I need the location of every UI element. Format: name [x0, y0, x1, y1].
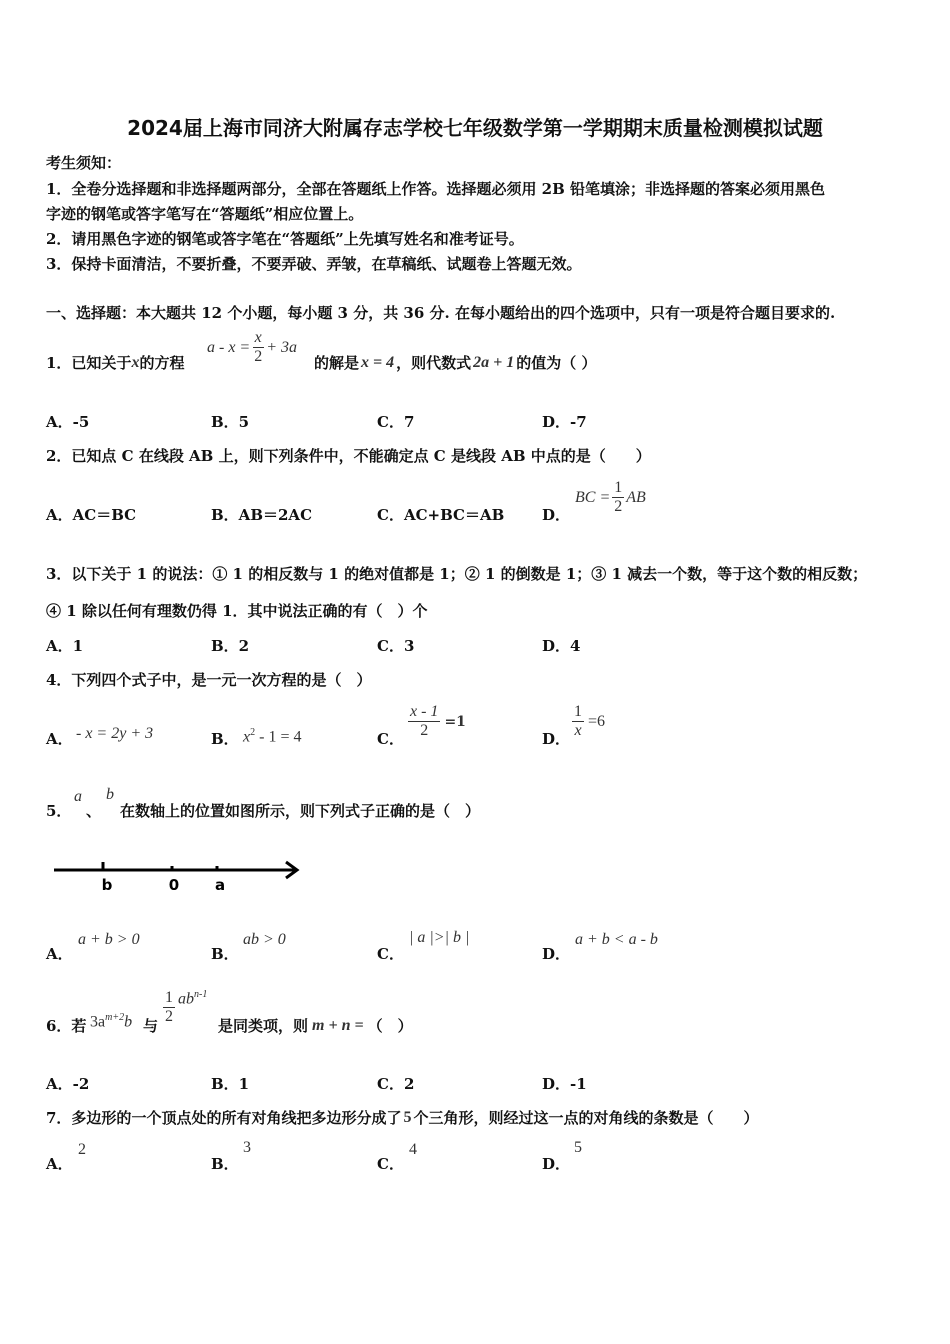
q7-c-value: 4 [409, 1141, 417, 1158]
q1-pre: 1．已知关于 [46, 354, 132, 372]
q4-c-rest: =1 [444, 713, 466, 730]
q1-option-d[interactable]: D．-7 [542, 413, 587, 431]
q1-expr: 2a + 1 [473, 353, 515, 371]
q4-c-den: 2 [420, 722, 429, 739]
q6-t2-den: 2 [165, 1008, 173, 1025]
q7-option-b[interactable]: B． [211, 1155, 239, 1173]
q2-option-c[interactable]: C．AC+BC＝AB [377, 506, 505, 524]
q1-eq-left: a - x = [207, 338, 251, 356]
q7-option-d[interactable]: D． [542, 1155, 571, 1173]
q5-a-expr: a + b > 0 [78, 931, 140, 948]
q3-option-c[interactable]: C．3 [377, 637, 415, 655]
question-3-line-1: 3．以下关于 1 的说法：① 1 的相反数与 1 的绝对值都是 1；② 1 的倒数是 1；③ 1 减去一个数，等于这个数的相反数； [46, 565, 868, 583]
q1-var: x [131, 353, 140, 371]
q3-option-b[interactable]: B．2 [211, 637, 250, 655]
q4-c-expr [408, 704, 466, 739]
q5-number: 5． [46, 802, 72, 820]
question-7 [46, 1107, 758, 1128]
q1-eq-den: 2 [254, 348, 263, 365]
q4-option-a[interactable]: A． [46, 730, 73, 748]
q6-expr: m + n = [312, 1016, 364, 1034]
q5-option-a[interactable]: A． [46, 945, 73, 963]
question-4: 4．下列四个式子中，是一元一次方程的是（ ） [46, 671, 372, 689]
q6-t1-end: b [124, 1013, 133, 1031]
q4-d-den: x [574, 722, 582, 739]
q7-option-c[interactable]: C． [377, 1155, 404, 1173]
label-b: b [101, 876, 113, 894]
q1-equation [207, 330, 297, 365]
q2-d-left: BC = [575, 488, 611, 506]
q4-d-num: 1 [574, 703, 582, 720]
q4-option-b[interactable]: B． [211, 730, 239, 748]
q4-c-num: x - 1 [410, 703, 439, 720]
q6-post: 是同类项，则 [218, 1017, 309, 1035]
q1-eq-num: x [254, 329, 262, 346]
notice-line-3: 3．保持卡面清洁，不要折叠，不要弄破、弄皱，在草稿纸、试题卷上答题无效。 [46, 255, 582, 273]
q4-b-rest: - 1 = 4 [255, 728, 302, 746]
q5-sep: 、 [86, 802, 102, 820]
q5-var-b: b [106, 786, 114, 803]
q2-d-right: AB [626, 488, 646, 506]
q4-a-expr: - x = 2y + 3 [76, 725, 154, 742]
q4-option-c[interactable]: C． [377, 730, 404, 748]
q5-b-expr: ab > 0 [243, 931, 286, 948]
q7-option-a[interactable]: A． [46, 1155, 73, 1173]
notice-line-1a: 1．全卷分选择题和非选择题两部分，全部在答题纸上作答。选择题必须用 2B 铅笔填涂；非选择题的答案必须用黑色 [46, 180, 826, 198]
q7-pre: 7．多边形的一个顶点处的所有对角线把多边形分成了 [46, 1109, 402, 1127]
notice-heading: 考生须知： [46, 154, 122, 172]
q1-option-c[interactable]: C．7 [377, 413, 415, 431]
q6-t1: 3a [90, 1013, 106, 1031]
q2-option-a[interactable]: A．AC＝BC [46, 506, 137, 524]
q5-stem: 在数轴上的位置如图所示，则下列式子正确的是（ ） [120, 802, 481, 820]
q4-b-sup: 2 [250, 727, 256, 738]
notice-line-2: 2．请用黑色字迹的钢笔或答字笔在“答题纸”上先填写姓名和准考证号。 [46, 230, 524, 248]
q6-t1-sup: m+2 [105, 1012, 125, 1023]
q5-option-b[interactable]: B． [211, 945, 239, 963]
q2-option-b[interactable]: B．AB＝2AC [211, 506, 313, 524]
q1-sol: x = 4 [361, 353, 395, 371]
q5-option-d[interactable]: D． [542, 945, 571, 963]
q1-after3: 的值为（ ） [516, 354, 597, 372]
q1-after: 的解是 [314, 354, 360, 372]
q4-b-base: x [243, 728, 251, 746]
q7-d-value: 5 [574, 1139, 582, 1156]
q5-c-expr: | a |>| b | [409, 929, 470, 946]
question-2: 2．已知点 C 在线段 AB 上，则下列条件中，不能确定点 C 是线段 AB 中点的是（ ） [46, 447, 651, 465]
q6-option-c[interactable]: C．2 [377, 1075, 415, 1093]
q4-d-expr [572, 704, 605, 739]
q1-rest [314, 352, 597, 373]
q7-n: 5 [403, 1108, 412, 1126]
q1-option-a[interactable]: A．-5 [46, 413, 90, 431]
question-3-line-2: ④ 1 除以任何有理数仍得 1．其中说法正确的有（ ）个 [46, 602, 428, 620]
section-heading: 一、选择题：本大题共 12 个小题，每小题 3 分，共 36 分. 在每小题给出的四个选项中，只有一项是符合题目要求的. [46, 304, 836, 322]
q3-option-a[interactable]: A．1 [46, 637, 84, 655]
q5-option-c[interactable]: C． [377, 945, 404, 963]
q1-eq-right: + 3a [266, 338, 298, 356]
label-a: a [214, 876, 226, 894]
q7-b-value: 3 [243, 1139, 251, 1156]
q6-term-2 [163, 990, 207, 1025]
q7-post: 个三角形，则经过这一点的对角线的条数是（ ） [413, 1109, 759, 1127]
q6-option-a[interactable]: A．-2 [46, 1075, 90, 1093]
q6-pre: 6．若 [46, 1017, 87, 1035]
question-1 [46, 352, 184, 373]
q2-d-num: 1 [614, 479, 623, 496]
q6-t2-num: 1 [165, 989, 173, 1006]
q3-option-d[interactable]: D．4 [542, 637, 581, 655]
q1-after2: ，则代数式 [396, 354, 472, 372]
q4-option-d[interactable]: D． [542, 730, 571, 748]
q5-d-expr: a + b < a - b [575, 931, 658, 948]
q2-option-d[interactable]: D． [542, 506, 571, 524]
notice-line-1b: 字迹的钢笔或答字笔写在“答题纸”相应位置上。 [46, 205, 364, 223]
label-0: 0 [168, 876, 180, 894]
q4-d-rest: =6 [588, 712, 606, 730]
q6-option-d[interactable]: D．-1 [542, 1075, 587, 1093]
q6-end: （ ） [367, 1017, 413, 1035]
q6-with: 与 [143, 1017, 159, 1035]
q6-term-1 [90, 1012, 132, 1031]
q6-t2: ab [178, 990, 194, 1008]
q1-option-b[interactable]: B．5 [211, 413, 250, 431]
q2-option-d-expr [575, 480, 646, 515]
q1-mid: 的方程 [139, 354, 185, 372]
q5-var-a: a [74, 788, 82, 805]
q4-b-expr [243, 727, 301, 746]
q6-option-b[interactable]: B．1 [211, 1075, 250, 1093]
q6-rest [218, 1015, 413, 1036]
page-title: 2024届上海市同济大附属存志学校七年级数学第一学期期末质量检测模拟试题 [127, 116, 823, 140]
q6-t2-sup: n-1 [194, 988, 208, 1000]
q7-a-value: 2 [78, 1141, 86, 1158]
number-line [50, 852, 310, 902]
q2-d-den: 2 [614, 498, 623, 515]
